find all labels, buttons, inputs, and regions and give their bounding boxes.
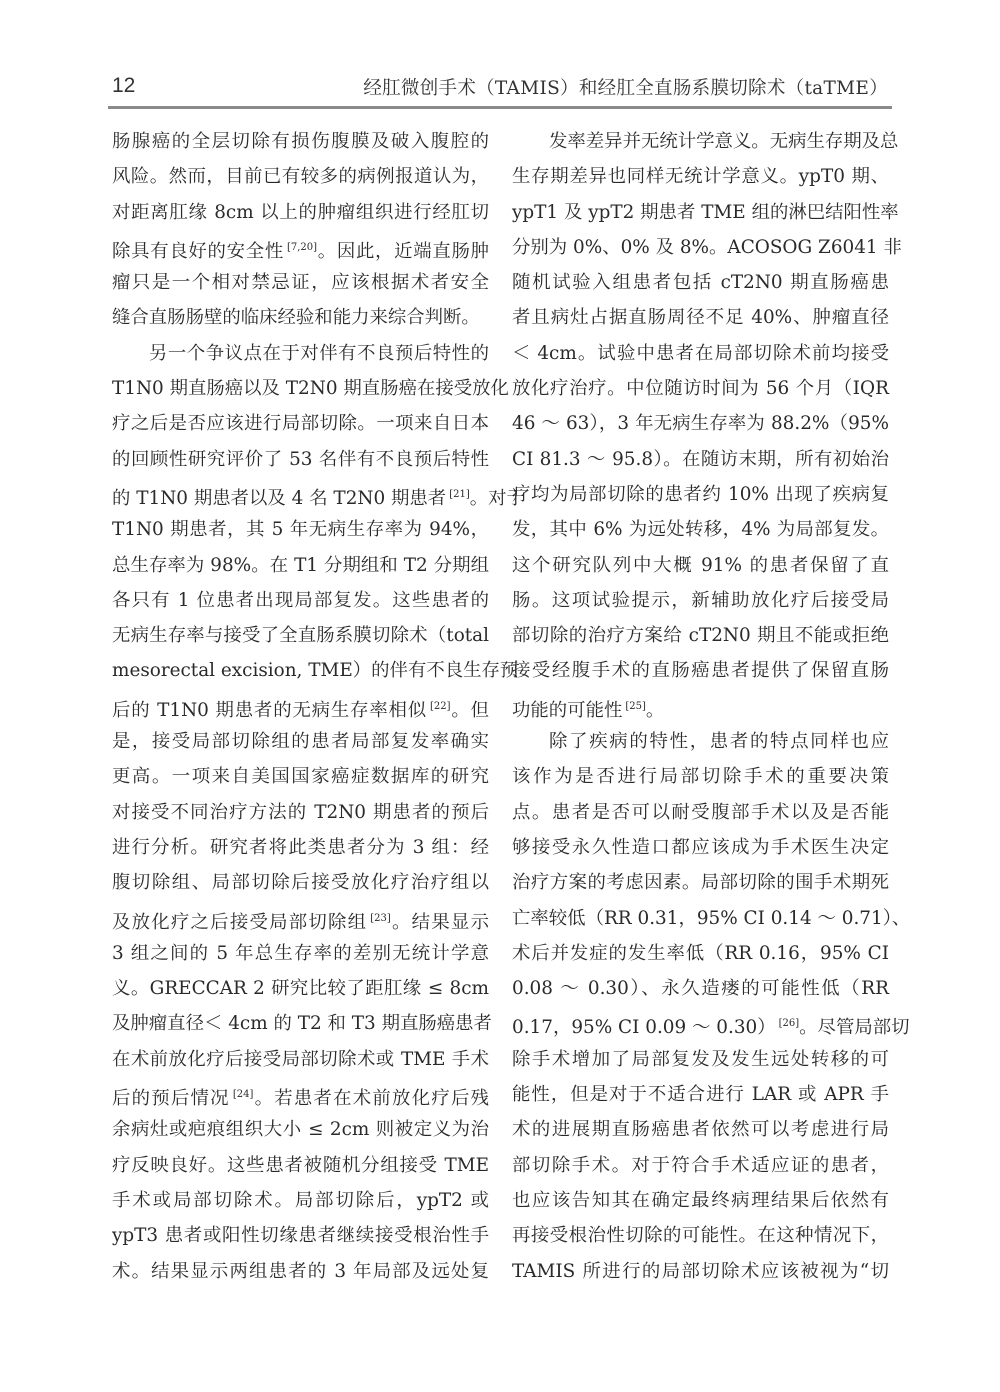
text-line: 0.08 ～ 0.30）、永久造瘘的可能性低（RR xyxy=(512,978,889,1000)
running-title: 经肛微创手术（TAMIS）和经肛全直肠系膜切除术（taTME） xyxy=(363,78,888,99)
text-line: 另一个争议点在于对伴有不良预后特性的 xyxy=(149,342,489,364)
text-line: 腹切除组、局部切除后接受放化疗治疗组以 xyxy=(112,872,489,894)
right-column xyxy=(512,124,911,1289)
text-line: 各只有 1 位患者出现局部复发。这些患者的 xyxy=(112,589,489,611)
text-segment: 及放化疗之后接受局部切除组 xyxy=(112,911,368,933)
text-line: 在术前放化疗后接受局部切除术或 TME 手术 xyxy=(112,1048,489,1070)
text-line xyxy=(112,901,489,936)
text-line: ＜ 4cm。试验中患者在局部切除术前均接受 xyxy=(512,342,889,364)
text-line: 再接受根治性切除的可能性。在这种情况下， xyxy=(512,1225,889,1247)
citation-reference[interactable]: [21] xyxy=(449,488,470,500)
paragraph xyxy=(512,724,911,1289)
text-line: 生存期差异也同样无统计学意义。ypT0 期、 xyxy=(512,166,889,188)
text-line: 点。患者是否可以耐受腹部手术以及是否能 xyxy=(512,801,889,823)
text-segment: 0.17，95% CI 0.09 ～ 0.30） xyxy=(512,1017,776,1039)
text-line: 46 ～ 63），3 年无病生存率为 88.2%（95% xyxy=(512,413,889,435)
text-segment: 功能的可能性 xyxy=(512,699,623,721)
text-line: 3 组之间的 5 年总生存率的差别无统计学意 xyxy=(112,942,489,964)
citation-reference[interactable]: [25] xyxy=(625,700,646,712)
text-line: ypT3 患者或阳性切缘患者继续接受根治性手 xyxy=(112,1225,489,1247)
text-segment: 。尽管局部切 xyxy=(799,1017,910,1039)
text-line: mesorectal excision, TME）的伴有不良生存预 xyxy=(112,660,519,682)
text-line: 余病灶或疤痕组织大小 ≤ 2cm 则被定义为治 xyxy=(112,1119,489,1141)
paragraph xyxy=(512,124,902,724)
citation-reference[interactable]: [7,20] xyxy=(286,241,318,253)
text-line: 肠腺癌的全层切除有损伤腹膜及破入腹腔的 xyxy=(112,131,489,152)
text-line: 分别为 0%、0% 及 8%。ACOSOG Z6041 非 xyxy=(512,236,902,258)
text-line: 及肿瘤直径＜ 4cm 的 T2 和 T3 期直肠癌患者 xyxy=(112,1013,492,1035)
text-line: 随机试验入组患者包括 cT2N0 期直肠癌患 xyxy=(512,272,889,294)
text-line xyxy=(112,1077,489,1112)
text-line: 疗均为局部切除的患者约 10% 出现了疾病复 xyxy=(512,483,889,505)
text-line: 术的进展期直肠癌患者依然可以考虑进行局 xyxy=(512,1119,889,1141)
text-segment: 。 xyxy=(645,699,665,721)
citation-reference[interactable]: [23] xyxy=(370,912,391,924)
citation-reference[interactable]: [26] xyxy=(778,1018,800,1030)
text-line: 对距离肛缘 8cm 以上的肿瘤组织进行经肛切 xyxy=(112,201,489,223)
text-line: T1N0 期患者，其 5 年无病生存率为 94%， xyxy=(112,519,489,541)
text-line: 除手术增加了局部复发及发生远处转移的可 xyxy=(512,1048,889,1070)
text-line: 疗反映良好。这些患者被随机分组接受 TME xyxy=(112,1154,489,1176)
text-line: 接受经腹手术的直肠癌患者提供了保留直肠 xyxy=(512,660,889,682)
text-segment: 。结果显示 xyxy=(390,911,489,933)
text-segment: 。对于 xyxy=(469,487,525,509)
text-line: 该作为是否进行局部切除手术的重要决策 xyxy=(512,766,889,788)
text-line: 亡率较低（RR 0.31，95% CI 0.14 ～ 0.71）、 xyxy=(512,907,911,929)
text-segment: 。若患者在术前放化疗后残 xyxy=(253,1088,489,1110)
text-line: 总生存率为 98%。在 T1 分期组和 T2 分期组 xyxy=(112,554,489,576)
text-line: 治疗方案的考虑因素。局部切除的围手术期死 xyxy=(512,872,889,894)
paragraph xyxy=(112,124,489,336)
text-line: 瘤只是一个相对禁忌证，应该根据术者安全 xyxy=(112,272,489,294)
text-line: 的回顾性研究评价了 53 名伴有不良预后特性 xyxy=(112,448,489,470)
text-segment: 后的预后情况 xyxy=(112,1088,230,1110)
citation-reference[interactable]: [24] xyxy=(232,1089,254,1101)
paragraph xyxy=(112,336,525,1289)
text-line: 部切除手术。对于符合手术适应证的患者， xyxy=(512,1154,889,1176)
text-line: 手术或局部切除术。局部切除后，ypT2 或 xyxy=(112,1189,489,1211)
text-line: T1N0 期直肠癌以及 T2N0 期直肠癌在接受放化 xyxy=(112,378,509,400)
text-line: 者且病灶占据直肠周径不足 40%、肿瘤直径 xyxy=(512,307,889,329)
text-line: CI 81.3 ～ 95.8）。在随访末期，所有初始治 xyxy=(512,448,889,470)
text-segment: 。但 xyxy=(450,699,489,721)
text-segment: 。因此，近端直肠肿 xyxy=(317,240,489,262)
text-line: 术后并发症的发生率低（RR 0.16，95% CI xyxy=(512,942,889,964)
text-line: 发率差异并无统计学意义。无病生存期及总 xyxy=(549,131,899,152)
text-line xyxy=(512,1006,910,1041)
text-line: 发，其中 6% 为远处转移，4% 为局部复发。 xyxy=(512,519,889,541)
text-line: 部切除的治疗方案给 cT2N0 期且不能或拒绝 xyxy=(512,625,889,647)
text-line: 缝合直肠肠壁的临床经验和能力来综合判断。 xyxy=(112,307,480,329)
text-line xyxy=(112,689,489,724)
text-segment: 后的 T1N0 期患者的无病生存率相似 xyxy=(112,699,428,721)
text-line xyxy=(512,689,889,724)
text-line: 肠。这项试验提示，新辅助放化疗后接受局 xyxy=(512,589,889,611)
text-line: 能性，但是对于不适合进行 LAR 或 APR 手 xyxy=(512,1084,889,1106)
text-line: 无病生存率与接受了全直肠系膜切除术（total xyxy=(112,625,489,647)
text-line: 也应该告知其在确定最终病理结果后依然有 xyxy=(512,1189,889,1211)
text-line: 对接受不同治疗方法的 T2N0 期患者的预后 xyxy=(112,801,489,823)
text-line: 够接受永久性造口都应该成为手术医生决定 xyxy=(512,836,889,858)
text-line: 放化疗治疗。中位随访时间为 56 个月（IQR xyxy=(512,378,889,400)
text-line: ypT1 及 ypT2 期患者 TME 组的淋巴结阳性率 xyxy=(512,201,899,223)
page-number: 12 xyxy=(112,74,136,97)
text-line: 进行分析。研究者将此类患者分为 3 组：经 xyxy=(112,836,489,858)
text-line xyxy=(112,477,525,512)
text-segment: 的 T1N0 期患者以及 4 名 T2N0 期患者 xyxy=(112,487,447,509)
left-column xyxy=(112,124,525,1289)
citation-reference[interactable]: [22] xyxy=(430,700,451,712)
text-line: 这个研究队列中大概 91% 的患者保留了直 xyxy=(512,554,889,576)
text-segment: 除具有良好的安全性 xyxy=(112,240,284,262)
text-line: TAMIS 所进行的局部切除术应该被视为“切 xyxy=(512,1260,889,1282)
text-line: 术。结果显示两组患者的 3 年局部及远处复 xyxy=(112,1260,489,1282)
text-line: 疗之后是否应该进行局部切除。一项来自日本 xyxy=(112,413,489,435)
text-line: 风险。然而，目前已有较多的病例报道认为， xyxy=(112,166,489,188)
text-line: 除了疾病的特性，患者的特点同样也应 xyxy=(549,731,889,753)
text-line: 义。GRECCAR 2 研究比较了距肛缘 ≤ 8cm xyxy=(112,978,489,1000)
header-rule xyxy=(108,106,892,109)
text-line xyxy=(112,230,489,265)
text-line: 更高。一项来自美国国家癌症数据库的研究 xyxy=(112,766,489,788)
text-line: 是，接受局部切除组的患者局部复发率确实 xyxy=(112,731,489,753)
